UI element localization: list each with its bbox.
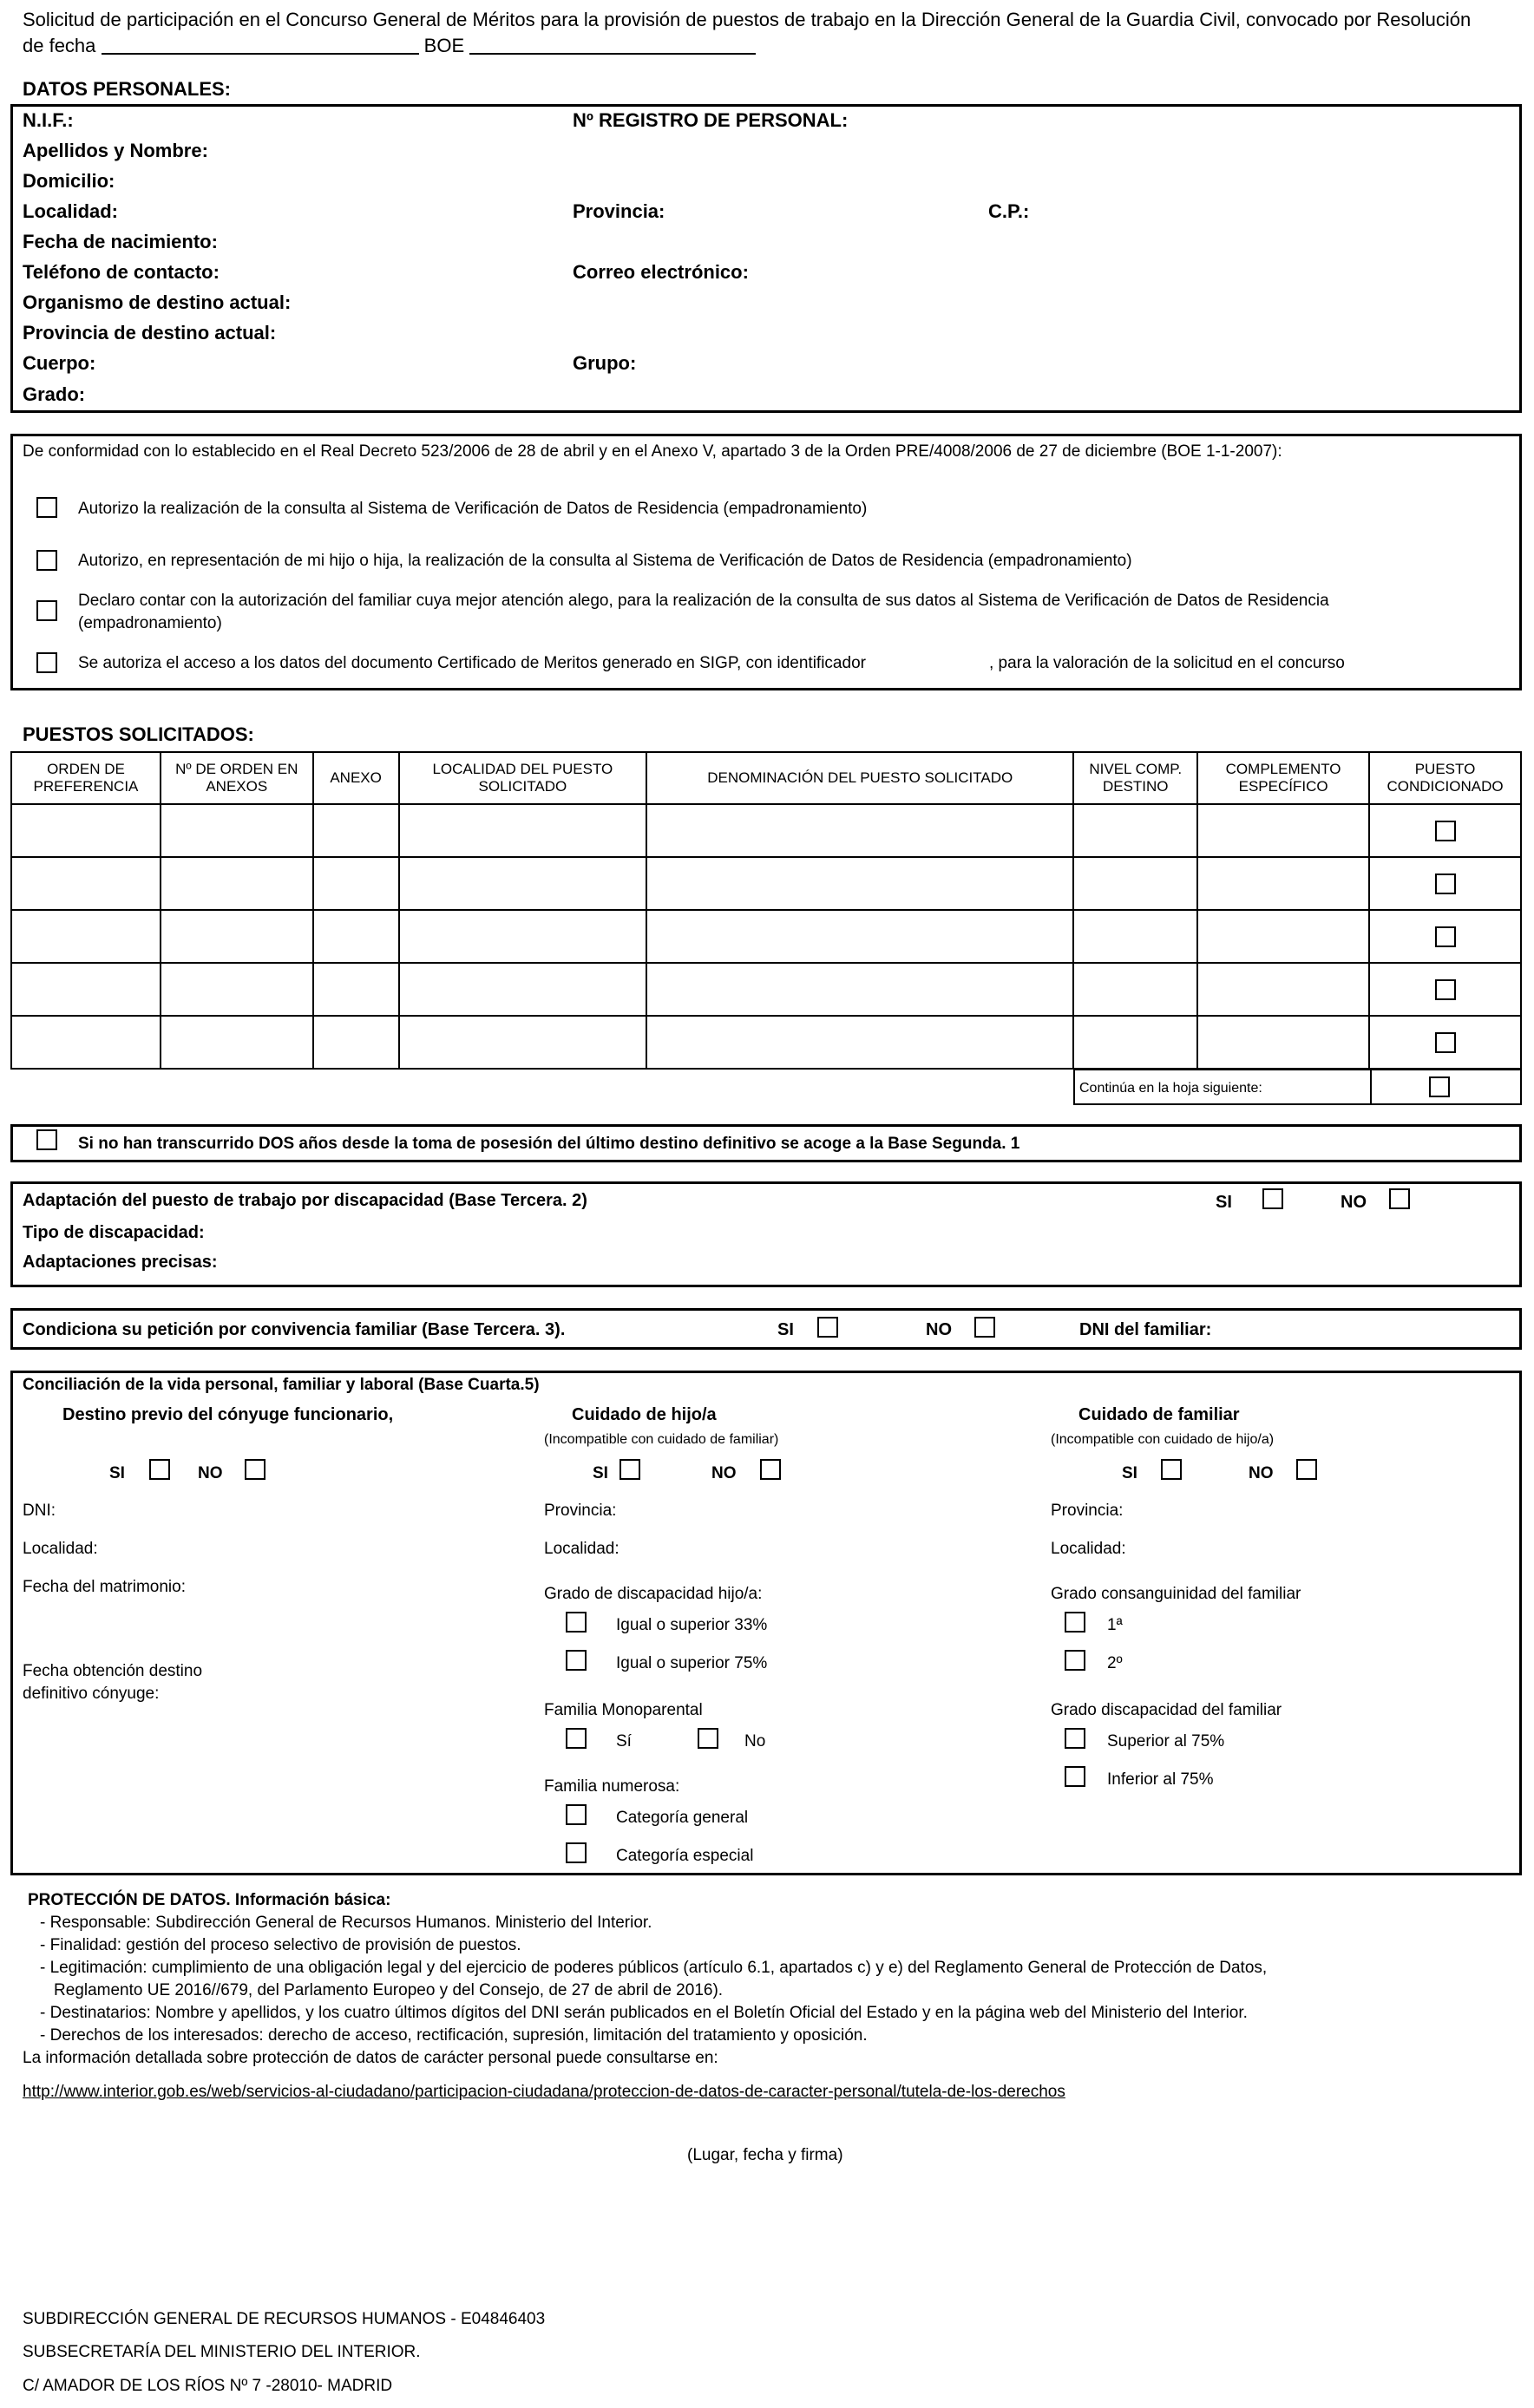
footer-line-1: SUBDIRECCIÓN GENERAL DE RECURSOS HUMANOS - E04846403 xyxy=(23,2310,546,2328)
nif-label: N.I.F.: xyxy=(23,109,74,131)
condicionado-cell xyxy=(1369,910,1521,963)
monoparental-no-label: No xyxy=(744,1732,766,1750)
consent-checkbox-3[interactable] xyxy=(36,600,57,621)
header-complemento: COMPLEMENTO ESPECÍFICO xyxy=(1197,752,1369,804)
condicionado-checkbox[interactable] xyxy=(1435,1032,1456,1053)
cell[interactable] xyxy=(11,910,161,963)
cell[interactable] xyxy=(1197,910,1369,963)
conciliacion-title: Conciliación de la vida personal, familiar y laboral (Base Cuarta.5) xyxy=(23,1376,540,1394)
conyuge-si-checkbox[interactable] xyxy=(149,1459,170,1480)
discapacidad-no-checkbox[interactable] xyxy=(1389,1188,1410,1209)
cuerpo-label: Cuerpo: xyxy=(23,352,96,374)
hijo-si-label: SI xyxy=(593,1464,608,1482)
dni-familiar-label: DNI del familiar: xyxy=(1079,1320,1212,1339)
firma-label: (Lugar, fecha y firma) xyxy=(687,2146,843,2164)
cell[interactable] xyxy=(1073,1016,1197,1069)
inferior-75-checkbox[interactable] xyxy=(1065,1766,1085,1787)
matrimonio-label: Fecha del matrimonio: xyxy=(23,1578,186,1596)
cell[interactable] xyxy=(646,857,1073,910)
proteccion-line-6: - Derechos de los interesados: derecho de acceso, rectificación, supresión, limitación del tratamiento y oposición. xyxy=(40,2026,868,2045)
table-row xyxy=(11,963,1521,1016)
cell[interactable] xyxy=(646,910,1073,963)
continua-label: Continúa en la hoja siguiente: xyxy=(1079,1081,1262,1096)
superior-75-checkbox[interactable] xyxy=(1065,1728,1085,1749)
header-denominacion: DENOMINACIÓN DEL PUESTO SOLICITADO xyxy=(646,752,1073,804)
cell[interactable] xyxy=(313,857,399,910)
cell[interactable] xyxy=(11,857,161,910)
consent-checkbox-4[interactable] xyxy=(36,652,57,673)
provincia-label: Provincia: xyxy=(573,200,665,222)
cell[interactable] xyxy=(313,910,399,963)
consent-text-4a: Se autoriza el acceso a los datos del documento Certificado de Meritos generado en SIGP, con identificador xyxy=(78,654,866,672)
adaptaciones-label: Adaptaciones precisas: xyxy=(23,1253,218,1272)
intro-line-2 xyxy=(23,35,756,57)
cell[interactable] xyxy=(1197,804,1369,857)
condicionado-checkbox[interactable] xyxy=(1435,821,1456,841)
convivencia-title: Condiciona su petición por convivencia familiar (Base Tercera. 3). xyxy=(23,1320,566,1339)
tipo-discapacidad-label: Tipo de discapacidad: xyxy=(23,1223,205,1242)
grado-2-checkbox[interactable] xyxy=(1065,1650,1085,1671)
fecha-blank[interactable] xyxy=(102,37,419,55)
puestos-header-row xyxy=(11,752,1521,804)
header-localidad: LOCALIDAD DEL PUESTO SOLICITADO xyxy=(399,752,647,804)
conyuge-no-checkbox[interactable] xyxy=(245,1459,266,1480)
telefono-label: Teléfono de contacto: xyxy=(23,261,220,283)
cell[interactable] xyxy=(646,1016,1073,1069)
cat-especial-checkbox[interactable] xyxy=(566,1842,587,1863)
apellidos-label: Apellidos y Nombre: xyxy=(23,140,208,161)
cell[interactable] xyxy=(646,963,1073,1016)
familiar-no-label: NO xyxy=(1249,1464,1274,1482)
proteccion-line-2: - Finalidad: gestión del proceso selectivo de provisión de puestos. xyxy=(40,1936,521,1954)
monoparental-no-checkbox[interactable] xyxy=(698,1728,718,1749)
proteccion-line-3: - Legitimación: cumplimiento de una obligación legal y del ejercicio de poderes públicos (artículo 6.1, apartados c) y e) del Reglamento General de Protección de Datos, xyxy=(40,1959,1268,1977)
cell[interactable] xyxy=(11,804,161,857)
intro-boe-label: BOE xyxy=(423,35,465,56)
table-row xyxy=(11,1016,1521,1069)
consent-intro: De conformidad con lo establecido en el Real Decreto 523/2006 de 28 de abril y en el Anexo V, apartado 3 de la Orden PRE/4008/2006 de 27 de diciembre (BOE 1-1-2007): xyxy=(23,442,1282,461)
grado-2-label: 2º xyxy=(1107,1654,1123,1672)
condicionado-cell xyxy=(1369,963,1521,1016)
header-anexo: ANEXO xyxy=(313,752,399,804)
header-n-orden: Nº DE ORDEN EN ANEXOS xyxy=(161,752,313,804)
header-orden: ORDEN DE PREFERENCIA xyxy=(11,752,161,804)
consent-text-3b: (empadronamiento) xyxy=(78,614,222,632)
familiar-title: Cuidado de familiar xyxy=(1078,1405,1240,1424)
hijo-title: Cuidado de hijo/a xyxy=(572,1405,717,1424)
hijo-no-checkbox[interactable] xyxy=(760,1459,781,1480)
convivencia-si-checkbox[interactable] xyxy=(817,1317,838,1338)
familiar-localidad-label: Localidad: xyxy=(1051,1540,1126,1558)
cell[interactable] xyxy=(399,1016,647,1069)
puestos-heading: PUESTOS SOLICITADOS: xyxy=(23,723,254,745)
familiar-provincia-label: Provincia: xyxy=(1051,1502,1124,1520)
personal-heading: DATOS PERSONALES: xyxy=(23,78,231,100)
cell[interactable] xyxy=(1073,804,1197,857)
conyuge-title: Destino previo del cónyuge funcionario, xyxy=(62,1405,394,1424)
cell[interactable] xyxy=(1197,857,1369,910)
hijo-provincia-label: Provincia: xyxy=(544,1502,617,1520)
header-condicionado: PUESTO CONDICIONADO xyxy=(1369,752,1521,804)
cell[interactable] xyxy=(161,963,313,1016)
cell[interactable] xyxy=(161,1016,313,1069)
monoparental-si-label: Sí xyxy=(616,1732,632,1750)
intro-line-1: Solicitud de participación en el Concurso General de Méritos para la provisión de puestos de trabajo en la Dirección General de la Guardia Civil, convocado por Resolución xyxy=(23,9,1472,30)
organismo-label: Organismo de destino actual: xyxy=(23,291,292,313)
footer-line-3: C/ AMADOR DE LOS RÍOS Nº 7 -28010- MADRID xyxy=(23,2377,393,2395)
localidad-label: Localidad: xyxy=(23,200,119,222)
familiar-subtitle: (Incompatible con cuidado de hijo/a) xyxy=(1051,1432,1275,1447)
cell[interactable] xyxy=(1073,857,1197,910)
consent-text-1: Autorizo la realización de la consulta al Sistema de Verificación de Datos de Residencia (empadronamiento) xyxy=(78,500,868,518)
cell[interactable] xyxy=(161,804,313,857)
cell[interactable] xyxy=(313,963,399,1016)
proteccion-line-4: Reglamento UE 2016//679, del Parlamento Europeo y del Consejo, de 27 de abril de 2016). xyxy=(54,1981,724,1999)
intro-fecha-label: de fecha xyxy=(23,35,96,56)
puestos-table xyxy=(10,751,1522,1070)
discapacidad-title: Adaptación del puesto de trabajo por discapacidad (Base Tercera. 2) xyxy=(23,1191,587,1210)
cat-general-checkbox[interactable] xyxy=(566,1804,587,1825)
proteccion-line-1: - Responsable: Subdirección General de Recursos Humanos. Ministerio del Interior. xyxy=(40,1914,652,1932)
cell[interactable] xyxy=(11,1016,161,1069)
conyuge-dni-label: DNI: xyxy=(23,1502,56,1520)
cell[interactable] xyxy=(313,804,399,857)
hijo-subtitle: (Incompatible con cuidado de familiar) xyxy=(544,1432,779,1447)
condicionado-cell xyxy=(1369,1016,1521,1069)
grupo-label: Grupo: xyxy=(573,352,637,374)
grado-1-checkbox[interactable] xyxy=(1065,1612,1085,1633)
consent-text-2: Autorizo, en representación de mi hijo o hija, la realización de la consulta al Sistema de Verificación de Datos de Residencia (empadronamiento) xyxy=(78,552,1132,570)
correo-label: Correo electrónico: xyxy=(573,261,749,283)
cell[interactable] xyxy=(399,857,647,910)
familiar-si-label: SI xyxy=(1122,1464,1137,1482)
dos-anos-text: Si no han transcurrido DOS años desde la toma de posesión del último destino definitivo se acoge a la Base Segunda. 1 xyxy=(78,1135,1020,1153)
discapacidad-si-label: SI xyxy=(1216,1193,1232,1212)
consent-checkbox-2[interactable] xyxy=(36,550,57,571)
table-row xyxy=(11,804,1521,857)
consanguinidad-label: Grado consanguinidad del familiar xyxy=(1051,1585,1301,1603)
obtencion-label-1: Fecha obtención destino xyxy=(23,1662,203,1680)
boe-blank[interactable] xyxy=(469,37,756,55)
proteccion-info: La información detallada sobre protección de datos de carácter personal puede consultarse en: xyxy=(23,2049,718,2067)
cell[interactable] xyxy=(1073,963,1197,1016)
hijo-si-checkbox[interactable] xyxy=(620,1459,640,1480)
proteccion-title: PROTECCIÓN DE DATOS. Información básica: xyxy=(28,1891,391,1909)
proteccion-line-5: - Destinatarios: Nombre y apellidos, y los cuatro últimos dígitos del DNI serán publicados en el Boletín Oficial del Estado y en la página web del Ministerio del Interior. xyxy=(40,2004,1248,2022)
hijo-no-label: NO xyxy=(711,1464,737,1482)
cell[interactable] xyxy=(1197,963,1369,1016)
inferior-75-label: Inferior al 75% xyxy=(1107,1770,1214,1789)
condicionado-checkbox[interactable] xyxy=(1435,979,1456,1000)
cp-label: C.P.: xyxy=(988,200,1030,222)
consent-checkbox-1[interactable] xyxy=(36,497,57,518)
registro-label: Nº REGISTRO DE PERSONAL: xyxy=(573,109,849,131)
consent-text-4b: , para la valoración de la solicitud en el concurso xyxy=(989,654,1345,672)
proteccion-link[interactable]: http://www.interior.gob.es/web/servicios-al-ciudadano/participacion-ciudadana/proteccion-de-datos-de-caracter-personal/tutela-de-los-derechos xyxy=(23,2083,1065,2101)
grado-33-label: Igual o superior 33% xyxy=(616,1616,768,1634)
familiar-discapacidad-label: Grado discapacidad del familiar xyxy=(1051,1701,1282,1719)
personal-data-box xyxy=(10,104,1522,413)
nacimiento-label: Fecha de nacimiento: xyxy=(23,231,218,252)
hijo-localidad-label: Localidad: xyxy=(544,1540,620,1558)
convivencia-no-label: NO xyxy=(926,1320,952,1339)
conyuge-si-label: SI xyxy=(109,1464,125,1482)
condicionado-cell xyxy=(1369,857,1521,910)
grado-75-label: Igual o superior 75% xyxy=(616,1654,768,1672)
cell[interactable] xyxy=(646,804,1073,857)
cell[interactable] xyxy=(399,910,647,963)
convivencia-no-checkbox[interactable] xyxy=(974,1317,995,1338)
grado-33-checkbox[interactable] xyxy=(566,1612,587,1633)
cell[interactable] xyxy=(1073,910,1197,963)
numerosa-label: Familia numerosa: xyxy=(544,1777,680,1796)
footer-line-2: SUBSECRETARÍA DEL MINISTERIO DEL INTERIOR. xyxy=(23,2343,421,2361)
condicionado-cell xyxy=(1369,804,1521,857)
dos-anos-checkbox[interactable] xyxy=(36,1129,57,1150)
table-row xyxy=(11,857,1521,910)
cell[interactable] xyxy=(399,804,647,857)
condicionado-checkbox[interactable] xyxy=(1435,874,1456,894)
cell[interactable] xyxy=(161,857,313,910)
continua-checkbox[interactable] xyxy=(1429,1076,1450,1097)
obtencion-label-2: definitivo cónyuge: xyxy=(23,1685,160,1703)
cell[interactable] xyxy=(399,963,647,1016)
consent-text-3a: Declaro contar con la autorización del familiar cuya mejor atención alego, para la realización de la consulta de sus datos al Sistema de Verificación de Datos de Residencia xyxy=(78,592,1329,610)
condicionado-checkbox[interactable] xyxy=(1435,926,1456,947)
prov-destino-label: Provincia de destino actual: xyxy=(23,322,277,344)
convivencia-si-label: SI xyxy=(777,1320,794,1339)
cell[interactable] xyxy=(1197,1016,1369,1069)
superior-75-label: Superior al 75% xyxy=(1107,1732,1225,1750)
conyuge-localidad-label: Localidad: xyxy=(23,1540,98,1558)
cell[interactable] xyxy=(161,910,313,963)
grado-label: Grado: xyxy=(23,383,86,405)
cell[interactable] xyxy=(313,1016,399,1069)
table-row xyxy=(11,910,1521,963)
conyuge-no-label: NO xyxy=(198,1464,223,1482)
cell[interactable] xyxy=(11,963,161,1016)
grado-1-label: 1ª xyxy=(1107,1616,1123,1634)
monoparental-label: Familia Monoparental xyxy=(544,1701,703,1719)
grado-75-checkbox[interactable] xyxy=(566,1650,587,1671)
familiar-si-checkbox[interactable] xyxy=(1161,1459,1182,1480)
header-nivel: NIVEL COMP. DESTINO xyxy=(1073,752,1197,804)
cat-especial-label: Categoría especial xyxy=(616,1847,754,1865)
discapacidad-si-checkbox[interactable] xyxy=(1262,1188,1283,1209)
domicilio-label: Domicilio: xyxy=(23,170,115,192)
discapacidad-no-label: NO xyxy=(1341,1193,1367,1212)
cat-general-label: Categoría general xyxy=(616,1809,749,1827)
monoparental-si-checkbox[interactable] xyxy=(566,1728,587,1749)
grado-hijo-label: Grado de discapacidad hijo/a: xyxy=(544,1585,763,1603)
continua-divider xyxy=(1370,1069,1372,1105)
familiar-no-checkbox[interactable] xyxy=(1296,1459,1317,1480)
